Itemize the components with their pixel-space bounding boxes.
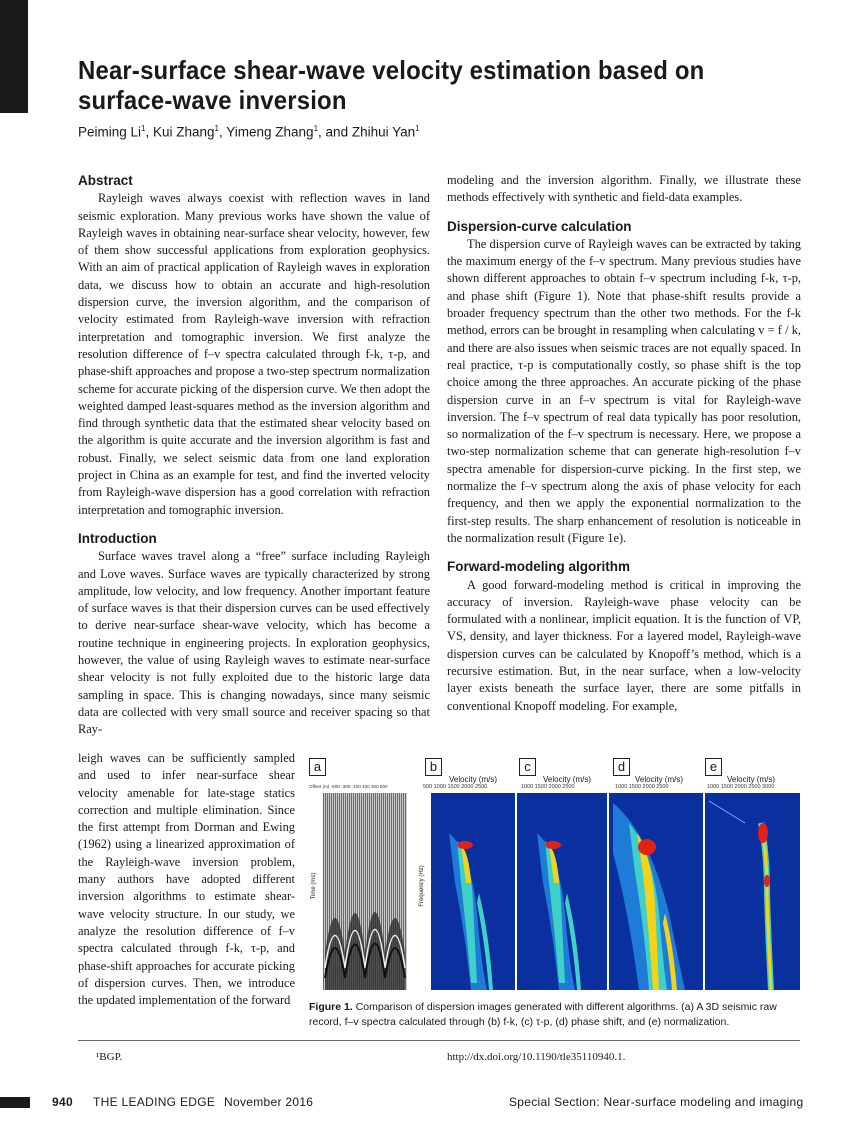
caption-label: Figure 1. — [309, 1001, 353, 1013]
dispersion-text: The dispersion curve of Rayleigh waves can be extracted by taking the maximum energy of the f–v spectrum. Many previous studies have shown different approaches to obtain f–v spectrum including f-k, τ-p, and phase shift (Figure 1). Note that phase-shift results provide a broader frequency spectrum than the other two methods. For the f-k method, errors can be brought in resampling when calculating v = f / k, and there are also issues when seismic traces are not equally spaced. In real practice, τ-p is computationally costly, so phase shift is the top choice among the three approaches. An accurate picking of the phase dispersion curve in an f–v spectrum is vital for Rayleigh-wave inversion. The f–v spectrum of real data typically has poor resolution, so normalization of the f–v spectrum is necessary. Here, we propose a two-step normalization scheme that can generate high-resolution f–v spectra amenable for dispersion-curve picking. In the first step, we normalize the f–v spectrum along the axis of phase velocity for each frequency, and then we apply the exponential normalization to the first-step results. The sharp enhancement of resolution is noticeable in the normalization result (Figure 1e). — [447, 236, 801, 545]
axis-ticks: 1000 1500 2000 2500 3000 — [707, 784, 775, 790]
axis-title: Velocity (m/s) — [449, 775, 498, 784]
y-axis-title: Time (ms) — [311, 872, 317, 900]
forward-heading: Forward-modeling algorithm — [447, 559, 631, 575]
author: and Zhihui Yan — [325, 124, 416, 140]
author: Peiming Li — [78, 124, 142, 140]
figure-1 — [309, 758, 800, 990]
axis-ticks: 500 1000 1500 2000 2500 — [423, 784, 488, 790]
abstract-heading: Abstract — [78, 173, 133, 188]
abstract-text: Rayleigh waves always coexist with reflection waves in land seismic exploration. Many previous works have shown the value of Rayleigh waves in obtaining near-surface shear velocity, however, few of them show successful applications from exploration geophysics. With an aim of practical application of Rayleigh waves in exploration data, we discuss how to obtain an accurate and high-resolution dispersion curve, the inversion algorithm, and the comparison of velocity estimated from Rayleigh-wave inversion with refraction interpretation and tomographic inversion. We first analyze the resolution difference of f–v spectra calculated through f-k, τ-p, and phase-shift approaches and propose a two-step spectrum normalization scheme for accurate picking of the dispersion curve. We then adopt the weighted damped least-squares method as the inversion algorithm and find through synthetic data that the estimated shear velocity based on the algorithm is quite accurate and the inversion algorithm is fast and robust. Finally, we select seismic data from one land exploration project in China as an example for test, and find the inverted velocity from Rayleigh-wave dispersion has a good correlation with refraction interpretation and tomographic inversion. — [78, 191, 430, 517]
axis-title: Velocity (m/s) — [543, 775, 592, 784]
author: Kui Zhang — [153, 124, 215, 140]
affiliation-mark: 1 — [313, 124, 319, 133]
article-title: Near-surface shear-wave velocity estimation based on surface-wave inversion — [78, 55, 705, 115]
sidebar-bar — [0, 0, 28, 113]
author-list: Peiming Li$^1$, Kui Zhang$^1$, Yimeng Zhang$^1$, and Zhihui Yan$^1$ — [78, 124, 420, 140]
introduction-tail: modeling and the inversion algorithm. Finally, we illustrate these methods effectively with synthetic and field-data examples. — [447, 173, 801, 205]
introduction-heading: Introduction — [78, 530, 157, 546]
axis-ticks: 1000 1500 2000 2500 — [521, 784, 575, 790]
dispersion-heading: Dispersion-curve calculation — [447, 218, 632, 234]
panel-label: e — [705, 758, 722, 776]
axis-title: Velocity (m/s) — [635, 775, 684, 784]
introduction-text-narrow: leigh waves can be sufficiently sampled and used to infer near-surface shear velocity amenable for late-stage statics correction and multiple elimination. Since the first attempt from Dorman and Ewing (1962) using a linearized approximation of the Rayleigh-wave inversion problem, many authors have adopted different inversion algorithms to estimate shear-wave velocity structure. In our study, we analyze the resolution difference of f–v spectra calculated through f-k, τ-p, and phase-shift approaches for accurate picking of dispersion curves. Then, we introduce the updated implementation of the forward — [78, 751, 295, 1008]
normalized-spectrum-image — [705, 793, 800, 990]
section-name: Special Section: Near-surface modeling and imaging — [509, 1095, 804, 1109]
tau-p-spectrum-image — [517, 793, 607, 990]
figure-panel-d — [607, 758, 703, 990]
figure-panel-a — [309, 758, 407, 990]
caption-text: Comparison of dispersion images generated with different algorithms. (a) A 3D seismic raw record, f–v spectra calculated through (b) f-k, (c) τ-p, (d) phase shift, and (e) normalization. — [309, 1001, 777, 1028]
axis-ticks: Offset (m) -500 -300 -100 100 300 500 — [309, 784, 388, 789]
figure-panel-e — [703, 758, 800, 990]
forward-text: A good forward-modeling method is critical in improving the accuracy of inversion. Rayleigh-wave phase velocity can be formulated with a nonlinear, implicit equation. It is the function of VP, VS, density, and layer thickness. For a layered model, Rayleigh-wave dispersion curves can be calculated by Knopoff’s method, which is a recursive estimation. But, in the near surface, when a low-velocity layer exists beneath the surface layer, there are some pitfalls in conventional Knopoff modeling. For example, — [447, 577, 801, 713]
y-axis-title: Frequency (Hz) — [419, 865, 425, 907]
introduction-text: Surface waves travel along a “free” surface including Rayleigh and Love waves. Surface waves are typically characterized by strong amplitude, low velocity, and low frequency. Another important feature of surface waves is that their dispersion curves can be used effectively to derive near-surface shear-wave velocity, which has become a routine technique in engineering projects. In exploration geophysics, however, the value of using Rayleigh waves to estimate near-surface shear velocity is not fully exploited due to the historic large data sampling in space. This is changing nowadays, since many seismic data are collected with very small source and receiver spacing so that Ray- — [78, 549, 430, 737]
panel-label: c — [519, 758, 536, 776]
phase-shift-spectrum-image — [609, 793, 703, 990]
footer-bar — [0, 1097, 30, 1108]
journal-name: THE LEADING EDGE — [93, 1095, 216, 1109]
figure-panel-c — [515, 758, 607, 990]
panel-label: d — [613, 758, 630, 776]
affiliation-mark: 1 — [141, 124, 146, 133]
affiliation-mark: 1 — [214, 124, 219, 133]
left-column — [78, 172, 430, 739]
footnote-divider — [78, 1040, 800, 1041]
page-number: 940 — [52, 1095, 73, 1109]
issue-date: November 2016 — [224, 1095, 314, 1109]
fk-spectrum-image — [431, 793, 515, 990]
doi-link[interactable]: http://dx.doi.org/10.1190/tle35110940.1. — [447, 1051, 626, 1063]
figure-caption — [309, 1000, 801, 1030]
panel-label: b — [425, 758, 442, 776]
footnote: ¹BGP. — [96, 1051, 123, 1063]
affiliation-mark: 1 — [415, 124, 420, 133]
figure-panel-b — [419, 758, 515, 990]
seismic-record-image — [323, 793, 407, 990]
axis-title: Velocity (m/s) — [727, 775, 776, 784]
axis-ticks: 1000 1500 2000 2500 — [615, 784, 669, 790]
panel-label: a — [309, 758, 326, 776]
author: Yimeng Zhang — [226, 124, 314, 140]
introduction-text-continued — [78, 750, 295, 1009]
right-column — [447, 172, 801, 715]
